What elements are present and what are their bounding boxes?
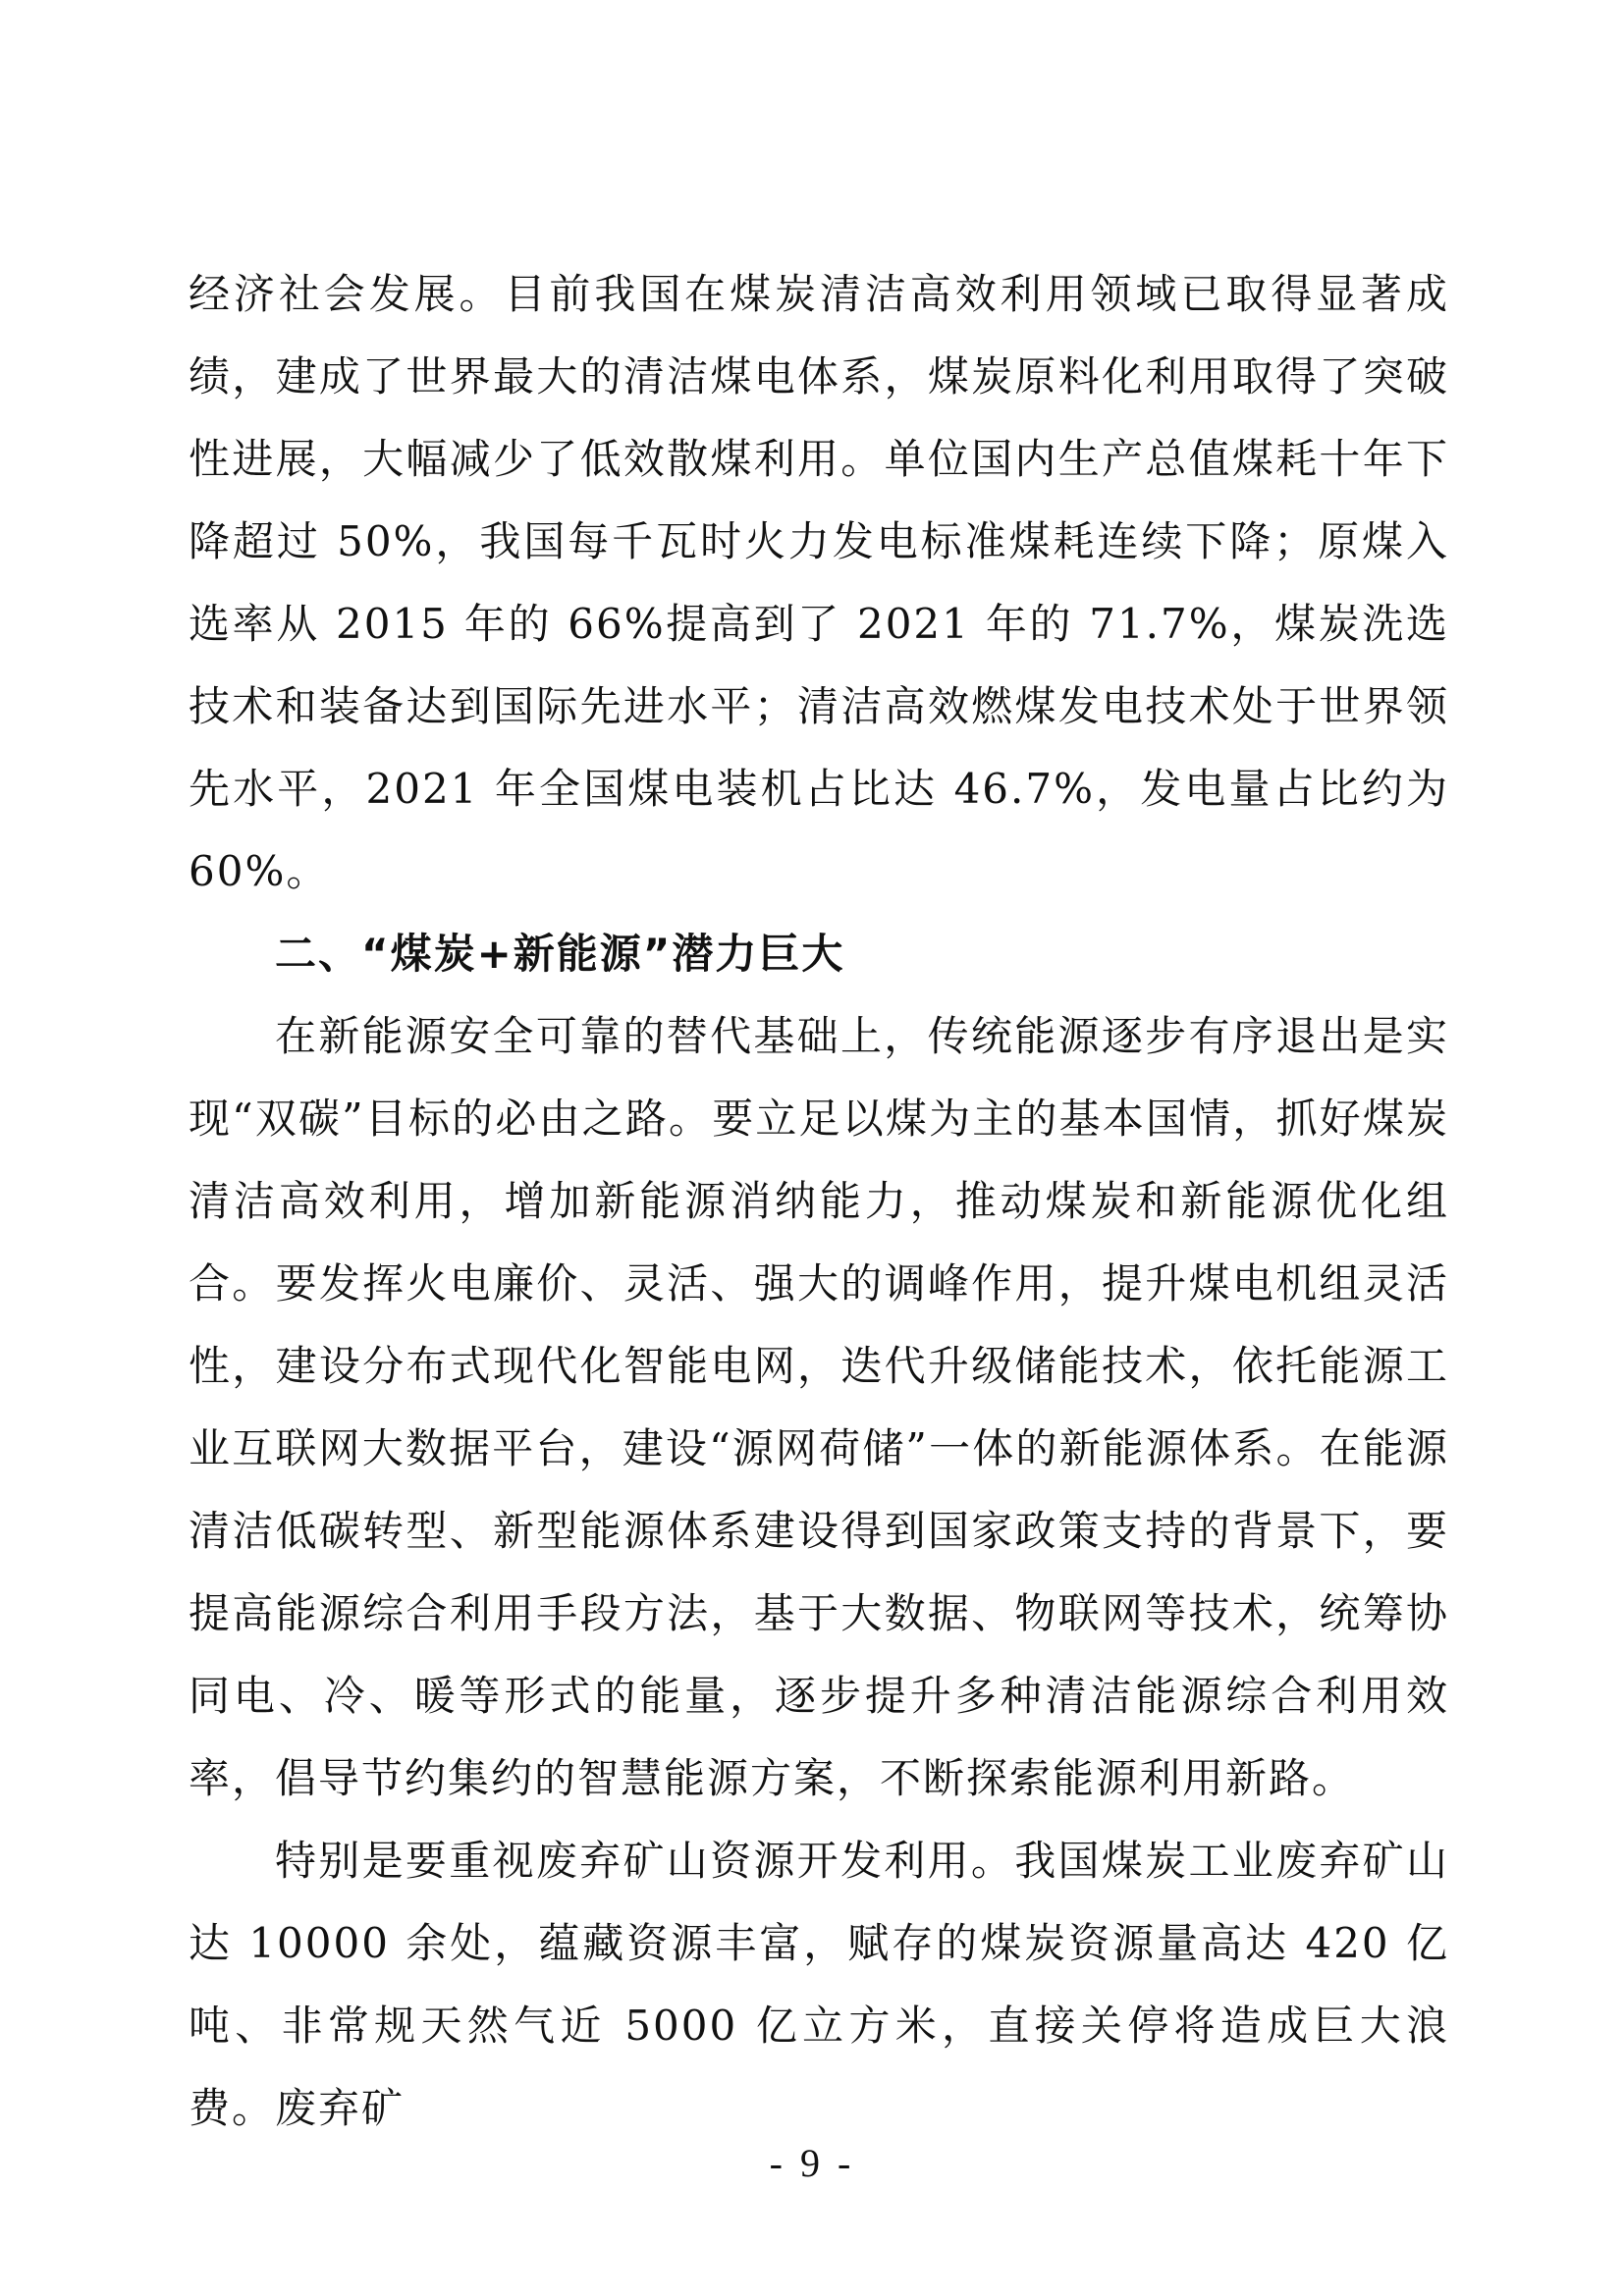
page-content <box>189 253 1449 2150</box>
paragraph-abandoned-mines: 特别是要重视废弃矿山资源开发利用。我国煤炭工业废弃矿山达 10000 余处，蕴藏资源丰富，赋存的煤炭资源量高达 420 亿吨、非常规天然气近 5000 亿立方米，直接关停将造成巨大浪费。废弃矿 <box>189 1837 1449 2132</box>
paragraph-new-energy-system: 在新能源安全可靠的替代基础上，传统能源逐步有序退出是实现“双碳”目标的必由之路。要立足以煤为主的基本国情，抓好煤炭清洁高效利用，增加新能源消纳能力，推动煤炭和新能源优化组合。要发挥火电廉价、灵活、强大的调峰作用，提升煤电机组灵活性，建设分布式现代化智能电网，迭代升级储能技术，依托能源工业互联网大数据平台，建设“源网荷储”一体的新能源体系。在能源清洁低碳转型、新型能源体系建设得到国家政策支持的背景下，要提高能源综合利用手段方法，基于大数据、物联网等技术，统筹协同电、冷、暖等形式的能量，逐步提升多种清洁能源综合利用效率，倡导节约集约的智慧能源方案，不断探索能源利用新路。 <box>189 1012 1449 1802</box>
paragraph-coal-achievements: 经济社会发展。目前我国在煤炭清洁高效利用领域已取得显著成绩，建成了世界最大的清洁煤电体系，煤炭原料化利用取得了突破性进展，大幅减少了低效散煤利用。单位国内生产总值煤耗十年下降超过 50%，我国每千瓦时火力发电标准煤耗连续下降；原煤入选率从 2015 年的 66%提高到了 2021 年的 71.7%，煤炭洗选技术和装备达到国际先进水平；清洁高效燃煤发电技术处于世界领先水平，2021 年全国煤电装机占比达 46.7%，发电量占比约为 60%。 <box>189 270 1449 895</box>
page-number: - 9 - <box>769 2141 855 2185</box>
section-heading-coal-new-energy: 二、“煤炭+新能源”潜力巨大 <box>275 930 845 978</box>
